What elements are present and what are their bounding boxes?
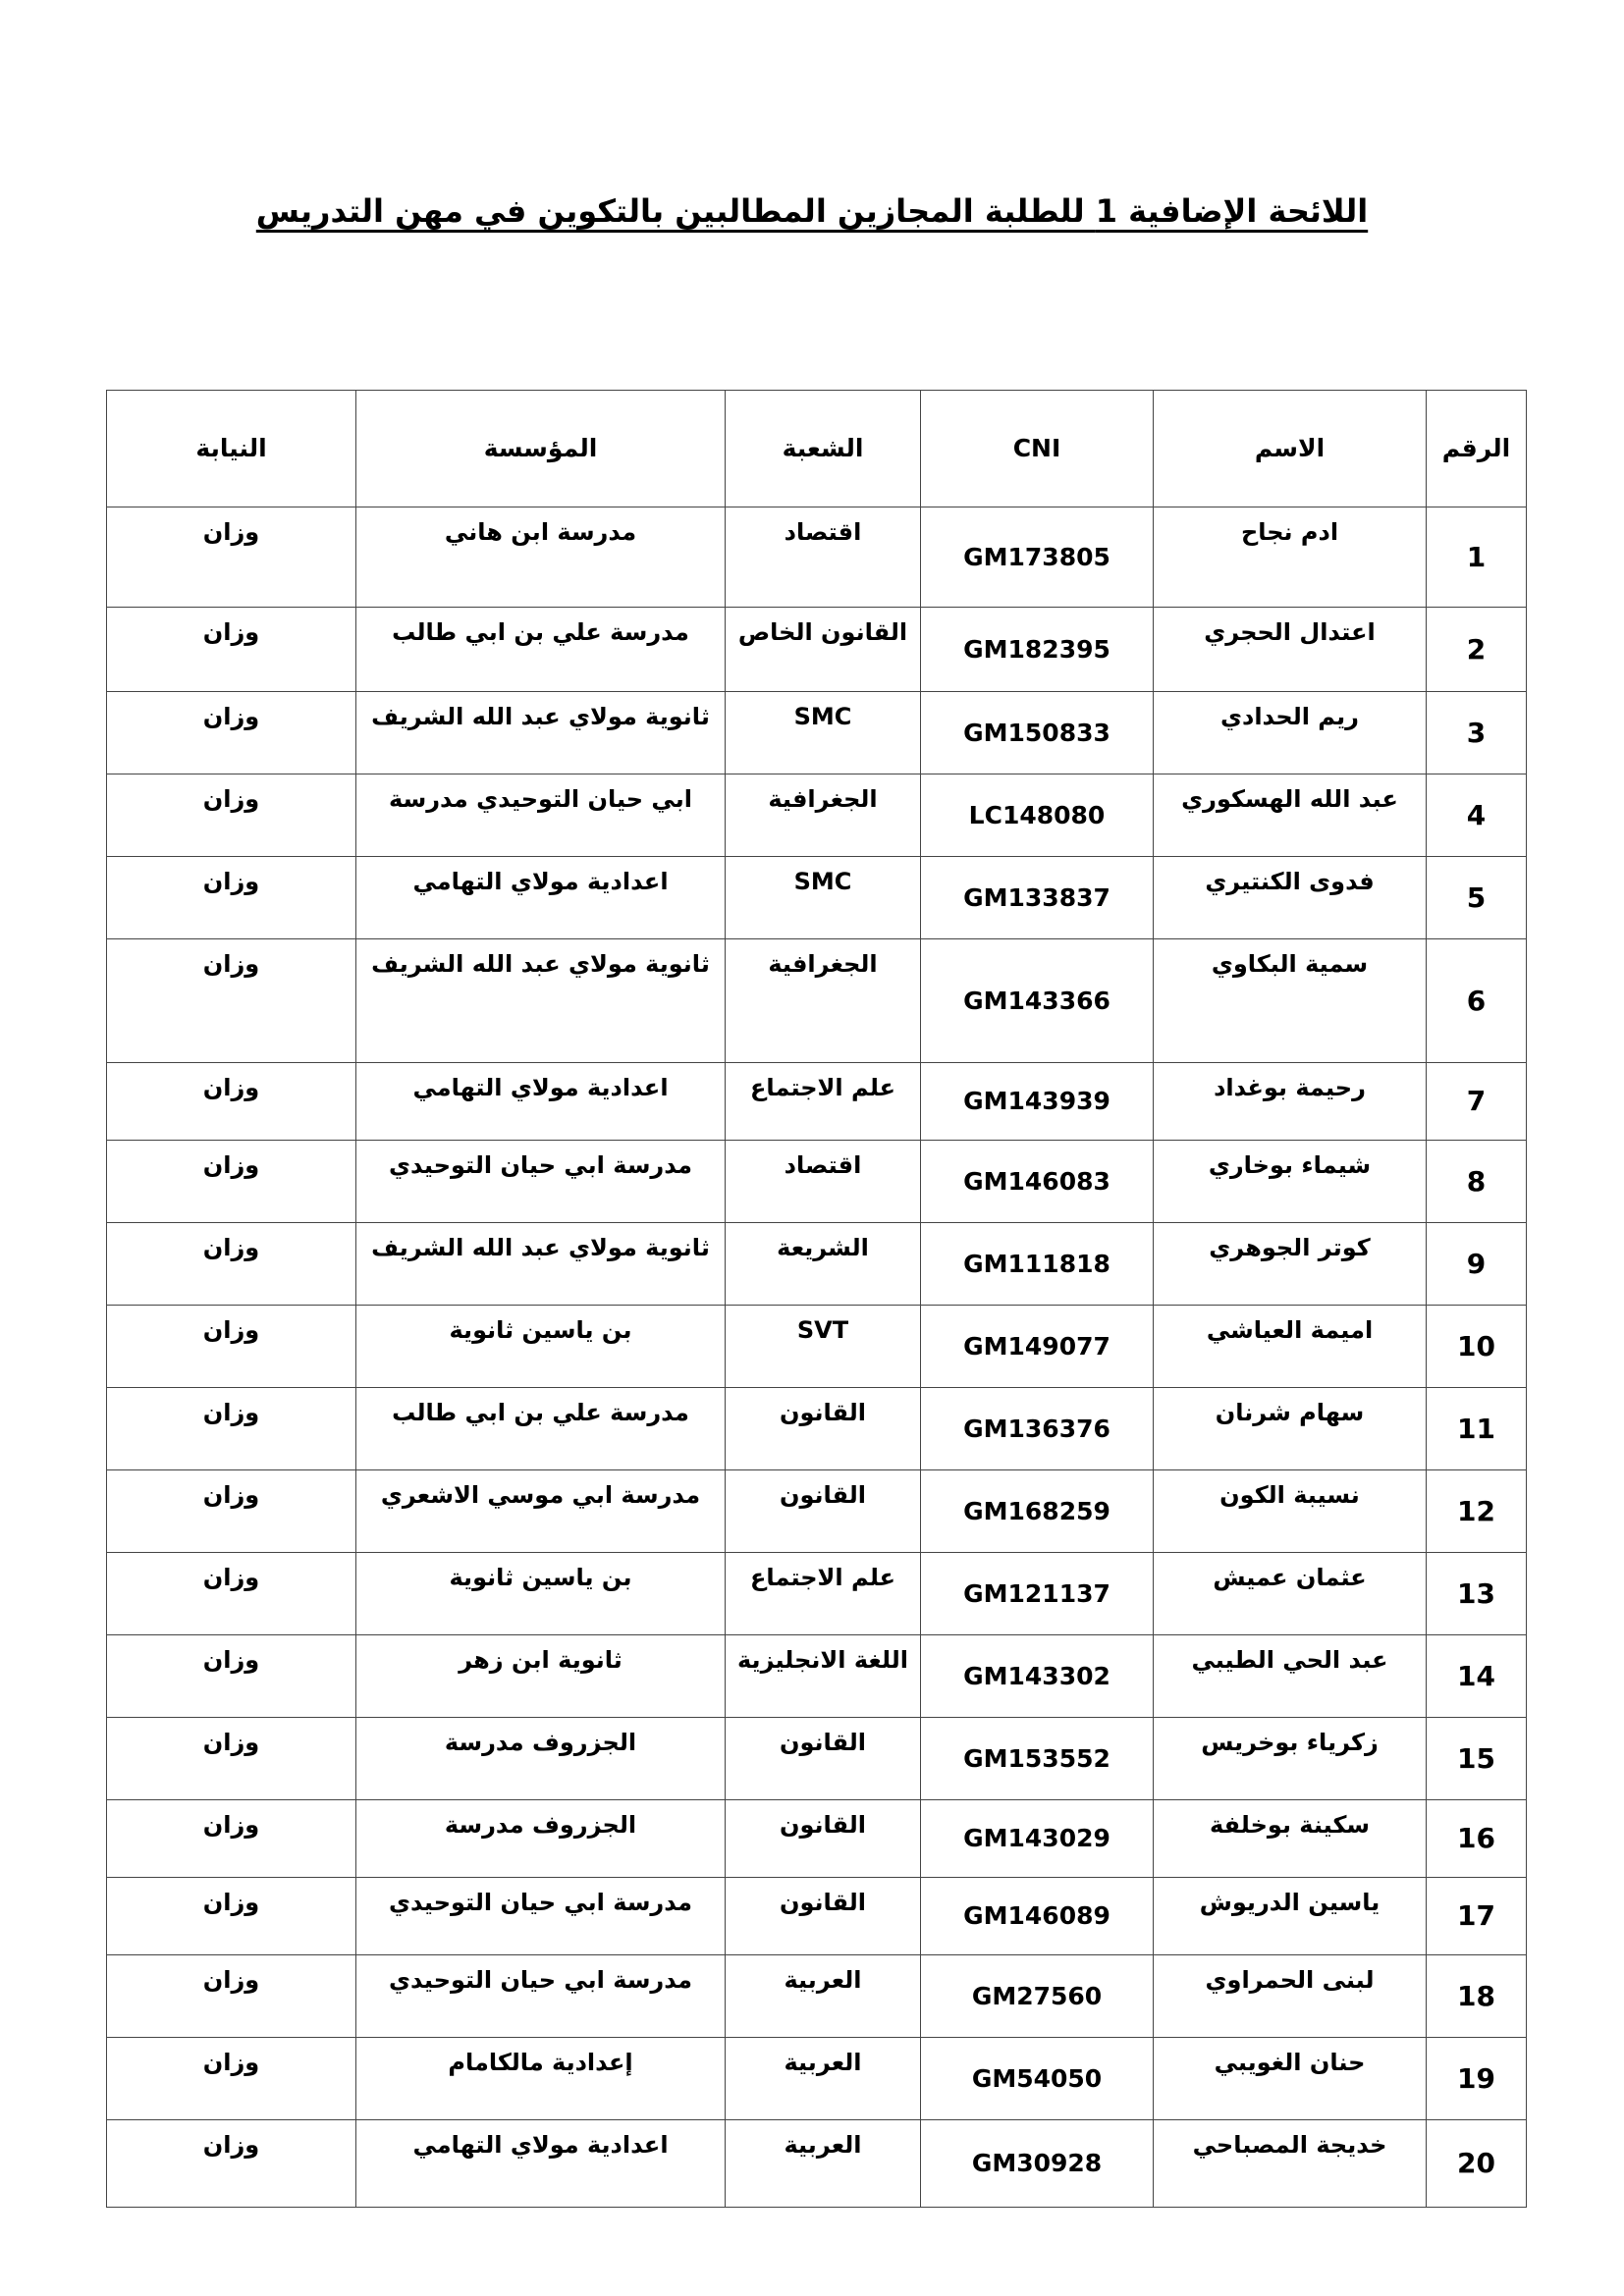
cell-directorate: وزان [107,1470,356,1553]
document-title-wrap [0,192,1624,230]
cell-name: سهام شرنان [1154,1388,1427,1470]
cell-institution: ابي حيان التوحيدي مدرسة [356,774,726,857]
cell-num: 3 [1427,692,1527,774]
table-row [107,1141,1527,1223]
cell-name: ريم الحدادي [1154,692,1427,774]
cell-branch: القانون الخاص [726,608,921,692]
cell-name: حنان الغويبي [1154,2038,1427,2120]
cell-directorate: وزان [107,692,356,774]
table-row [107,2038,1527,2120]
cell-cni: GM149077 [921,1306,1154,1388]
cell-directorate: وزان [107,1718,356,1800]
cell-num: 19 [1427,2038,1527,2120]
cell-name: ياسين الدريوش [1154,1878,1427,1955]
cell-directorate: وزان [107,1223,356,1306]
cell-cni: GM133837 [921,857,1154,939]
header-num: الرقم [1427,391,1527,507]
cell-directorate: وزان [107,1800,356,1878]
cell-cni: GM182395 [921,608,1154,692]
cell-directorate: وزان [107,1141,356,1223]
cell-institution: بن ياسين ثانوية [356,1306,726,1388]
cell-name: اميمة العياشي [1154,1306,1427,1388]
cell-institution: اعدادية مولاي التهامي [356,2120,726,2208]
cell-cni: GM173805 [921,507,1154,608]
cell-num: 7 [1427,1063,1527,1141]
cell-name: سكينة بوخلفة [1154,1800,1427,1878]
cell-name: رحيمة بوغداد [1154,1063,1427,1141]
cell-cni: GM27560 [921,1955,1154,2038]
cell-institution: بن ياسين ثانوية [356,1553,726,1635]
cell-cni: GM136376 [921,1388,1154,1470]
cell-directorate: وزان [107,939,356,1063]
cell-institution: اعدادية مولاي التهامي [356,1063,726,1141]
cell-name: عبد الحي الطيبي [1154,1635,1427,1718]
cell-cni: GM146089 [921,1878,1154,1955]
table-row [107,1718,1527,1800]
cell-branch: SMC [726,857,921,939]
cell-cni: GM168259 [921,1470,1154,1553]
table-row [107,692,1527,774]
table-row [107,774,1527,857]
cell-num: 14 [1427,1635,1527,1718]
cell-institution: إعدادية مالكامام [356,2038,726,2120]
cell-institution: ثانوية مولاي عبد الله الشريف [356,1223,726,1306]
cell-branch: العربية [726,2038,921,2120]
cell-name: عبد الله الهسكوري [1154,774,1427,857]
document-title: اللائحة الإضافية 1 للطلبة المجازين المطالبين بالتكوين في مهن التدريس [255,192,1369,230]
students-table [106,390,1527,2208]
cell-directorate: وزان [107,1388,356,1470]
table-row [107,1635,1527,1718]
cell-institution: مدرسة ابي حيان التوحيدي [356,1141,726,1223]
cell-institution: الجزروف مدرسة [356,1718,726,1800]
cell-num: 10 [1427,1306,1527,1388]
cell-num: 17 [1427,1878,1527,1955]
table-row [107,1955,1527,2038]
cell-num: 20 [1427,2120,1527,2208]
cell-num: 1 [1427,507,1527,608]
cell-name: سمية البكاوي [1154,939,1427,1063]
cell-cni: GM143366 [921,939,1154,1063]
cell-name: ادم نجاح [1154,507,1427,608]
cell-directorate: وزان [107,1635,356,1718]
table-row [107,1388,1527,1470]
cell-name: شيماء بوخاري [1154,1141,1427,1223]
cell-institution: مدرسة علي بن ابي طالب [356,1388,726,1470]
cell-num: 8 [1427,1141,1527,1223]
cell-cni: GM111818 [921,1223,1154,1306]
cell-num: 11 [1427,1388,1527,1470]
cell-directorate: وزان [107,1306,356,1388]
cell-institution: الجزروف مدرسة [356,1800,726,1878]
cell-institution: مدرسة ابي حيان التوحيدي [356,1955,726,2038]
cell-institution: مدرسة علي بن ابي طالب [356,608,726,692]
cell-branch: العربية [726,2120,921,2208]
cell-name: خديجة المصباحي [1154,2120,1427,2208]
header-cni: CNI [921,391,1154,507]
cell-institution: ثانوية ابن زهر [356,1635,726,1718]
cell-branch: الشريعة [726,1223,921,1306]
cell-name: نسيبة الكون [1154,1470,1427,1553]
cell-directorate: وزان [107,1063,356,1141]
table-row [107,507,1527,608]
table-row [107,857,1527,939]
cell-cni: GM153552 [921,1718,1154,1800]
cell-name: عثمان عميش [1154,1553,1427,1635]
cell-cni: GM150833 [921,692,1154,774]
cell-cni: GM143029 [921,1800,1154,1878]
cell-branch: اللغة الانجليزية [726,1635,921,1718]
cell-branch: علم الاجتماع [726,1063,921,1141]
table-row [107,1063,1527,1141]
cell-cni: GM143939 [921,1063,1154,1141]
cell-num: 18 [1427,1955,1527,2038]
cell-directorate: وزان [107,1553,356,1635]
header-name: الاسم [1154,391,1427,507]
header-branch: الشعبة [726,391,921,507]
cell-directorate: وزان [107,507,356,608]
table-row [107,1553,1527,1635]
table-body [107,507,1527,2208]
cell-num: 9 [1427,1223,1527,1306]
cell-directorate: وزان [107,2120,356,2208]
cell-cni: LC148080 [921,774,1154,857]
cell-branch: SMC [726,692,921,774]
cell-directorate: وزان [107,774,356,857]
cell-institution: مدرسة ابي حيان التوحيدي [356,1878,726,1955]
cell-branch: القانون [726,1878,921,1955]
cell-cni: GM146083 [921,1141,1154,1223]
table-header-row [107,391,1527,507]
cell-institution: اعدادية مولاي التهامي [356,857,726,939]
cell-cni: GM54050 [921,2038,1154,2120]
cell-num: 2 [1427,608,1527,692]
cell-branch: الجغرافية [726,774,921,857]
cell-num: 12 [1427,1470,1527,1553]
cell-num: 4 [1427,774,1527,857]
cell-institution: مدرسة ابي موسي الاشعري [356,1470,726,1553]
cell-institution: ثانوية مولاي عبد الله الشريف [356,692,726,774]
cell-directorate: وزان [107,2038,356,2120]
cell-directorate: وزان [107,608,356,692]
cell-cni: GM143302 [921,1635,1154,1718]
cell-num: 5 [1427,857,1527,939]
cell-name: زكرياء بوخريس [1154,1718,1427,1800]
table-row [107,608,1527,692]
cell-name: لبنى الحمراوي [1154,1955,1427,2038]
cell-branch: اقتصاد [726,1141,921,1223]
cell-branch: الجغرافية [726,939,921,1063]
cell-branch: القانون [726,1388,921,1470]
cell-num: 6 [1427,939,1527,1063]
cell-institution: ثانوية مولاي عبد الله الشريف [356,939,726,1063]
cell-num: 16 [1427,1800,1527,1878]
cell-directorate: وزان [107,1878,356,1955]
cell-branch: القانون [726,1800,921,1878]
header-institution: المؤسسة [356,391,726,507]
cell-branch: القانون [726,1470,921,1553]
cell-branch: القانون [726,1718,921,1800]
cell-name: كوتر الجوهري [1154,1223,1427,1306]
cell-name: فدوى الكنتيري [1154,857,1427,939]
cell-cni: GM121137 [921,1553,1154,1635]
cell-name: اعتدال الحجري [1154,608,1427,692]
header-directorate: النيابة [107,391,356,507]
cell-branch: علم الاجتماع [726,1553,921,1635]
cell-num: 15 [1427,1718,1527,1800]
table-row [107,1878,1527,1955]
table-row [107,1470,1527,1553]
cell-directorate: وزان [107,857,356,939]
cell-branch: SVT [726,1306,921,1388]
cell-branch: اقتصاد [726,507,921,608]
cell-branch: العربية [726,1955,921,2038]
table-row [107,1306,1527,1388]
cell-num: 13 [1427,1553,1527,1635]
cell-cni: GM30928 [921,2120,1154,2208]
table-row [107,2120,1527,2208]
table-row [107,1800,1527,1878]
cell-institution: مدرسة ابن هاني [356,507,726,608]
table-row [107,1223,1527,1306]
table-row [107,939,1527,1063]
cell-directorate: وزان [107,1955,356,2038]
